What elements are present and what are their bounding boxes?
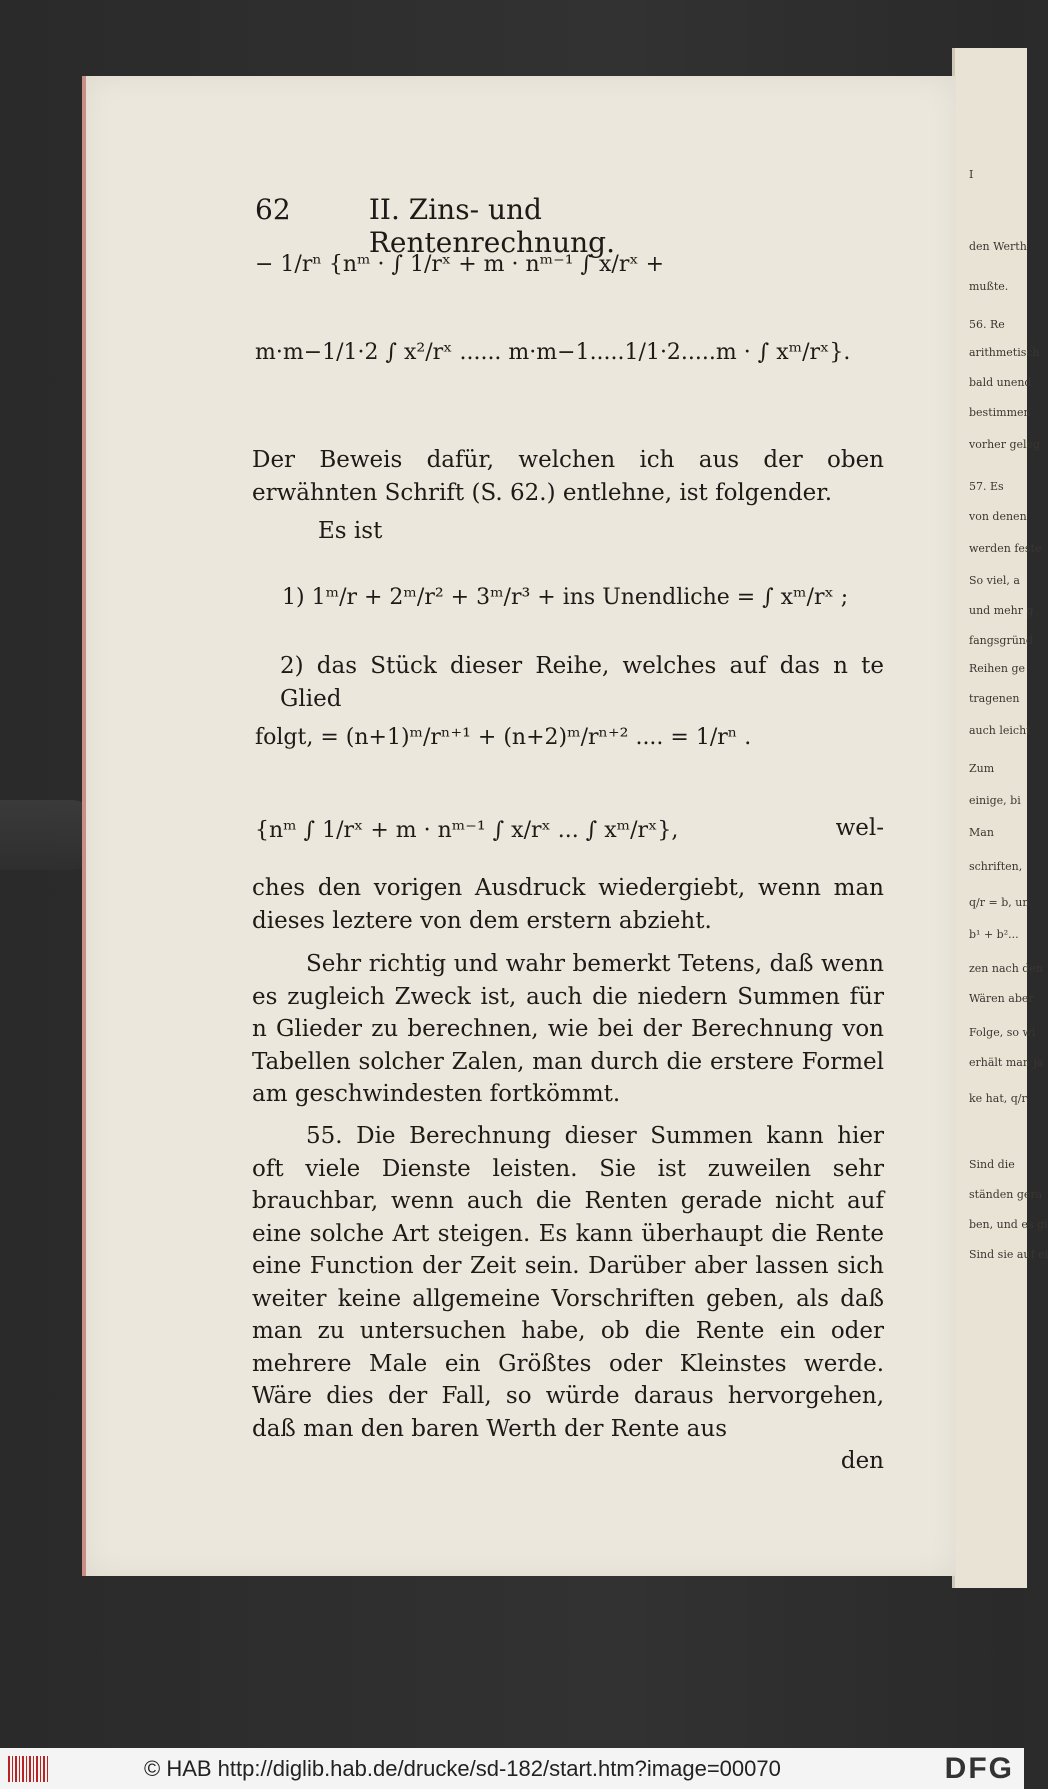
formula-braces: {nᵐ ∫ 1/rˣ + m · nᵐ⁻¹ ∫ x/rˣ ... ∫ xᵐ/rˣ}, [255, 818, 679, 843]
piece-text: 2) das Stück dieser Reihe, welches auf das n te Glied [280, 653, 884, 712]
facing-page-fragment: Zum [969, 762, 995, 775]
formula-series: 1) 1ᵐ/r + 2ᵐ/r² + 3ᵐ/r³ + ins Unendliche = ∫ xᵐ/rˣ ; [282, 585, 849, 610]
facing-page-fragment: 56. Re [969, 318, 1005, 331]
paragraph-tetens [252, 948, 884, 1111]
facing-page-fragment: Reihen ge [969, 662, 1026, 675]
footer-bar [0, 1748, 1024, 1789]
facing-page-fragment: I [969, 168, 974, 181]
footer-credit[interactable]: © HAB http://diglib.hab.de/drucke/sd-182/start.htm?image=00070 [144, 1755, 781, 1781]
facing-page-fragment: zen nach den [969, 962, 1043, 975]
facing-page-fragment: bestimmen [969, 406, 1031, 419]
facing-page-fragment: bald unend [969, 376, 1032, 389]
facing-page-fragment: So viel, a [969, 574, 1020, 587]
facing-page-fragment: b¹ + b²... [969, 928, 1019, 941]
paragraph-ches [252, 872, 884, 937]
tetens-text: Sehr richtig und wahr bemerkt Tetens, daß wenn es zugleich Zweck ist, auch die niedern Summen für n Glieder zu berechnen, wie bei der Berechnung von Tabellen solcher Zalen, man durch die erstere Formel am geschwindesten fortkömmt. [252, 951, 884, 1107]
es-ist-text: Es ist [318, 518, 383, 544]
paragraph-piece [280, 650, 884, 715]
facing-page-fragment: tragenen [969, 692, 1020, 705]
facing-page-fragment: Sind sie auf ei [969, 1248, 1048, 1261]
facing-page-fragment: auch leicht [969, 724, 1031, 737]
facing-page-fragment: mußte. [969, 280, 1009, 293]
wel-text: wel- [835, 815, 884, 841]
formula-line-1: − 1/rⁿ {nᵐ · ∫ 1/rˣ + m · nᵐ⁻¹ ∫ x/rˣ + [255, 252, 665, 277]
facing-page-fragment: schriften, [969, 860, 1023, 873]
facing-page-fragment: einige, bi [969, 794, 1021, 807]
catchword: den [840, 1448, 884, 1474]
facing-page-fragment: Folge, so wi [969, 1026, 1036, 1039]
paragraph-proof-intro [252, 444, 884, 509]
hab-logo-icon [8, 1756, 48, 1782]
proof-intro-text: Der Beweis dafür, welchen ich aus der oben erwähnten Schrift (S. 62.) entlehne, ist folgender. [252, 447, 884, 506]
facing-page-fragment: und mehr g [969, 604, 1034, 617]
facing-page-fragment: Man [969, 826, 994, 839]
facing-page-fragment: 57. Es [969, 480, 1004, 493]
facing-page-fragment: werden feste [969, 542, 1042, 555]
facing-page-fragment: von denen [969, 510, 1027, 523]
ches-text: ches den vorigen Ausdruck wiedergiebt, wenn man dieses leztere von dem erstern abzieht. [252, 875, 884, 934]
facing-page-fragment: q/r = b, un [969, 896, 1030, 909]
facing-page-fragment: ke hat, q/r [969, 1092, 1027, 1105]
facing-page-fragment: den Werth [969, 240, 1027, 253]
facing-page [952, 48, 1048, 1588]
dfg-logo: DFG [944, 1751, 1014, 1785]
running-title: II. Zins- und Rentenrechnung. [368, 193, 615, 259]
es-ist-line [318, 515, 618, 548]
facing-page-fragment: vorher geleg [969, 438, 1041, 451]
facing-page-fragment: fangsgründ [969, 634, 1033, 647]
page-number: 62 [255, 193, 291, 226]
facing-page-fragment: Wären aber [969, 992, 1034, 1005]
facing-page-fragment: ständen gera [969, 1188, 1043, 1201]
page-header [255, 193, 775, 259]
formula-folgt: folgt, = (n+1)ᵐ/rⁿ⁺¹ + (n+2)ᵐ/rⁿ⁺² .... = 1/rⁿ . [255, 725, 752, 750]
facing-page-fragment: arithmetisch [969, 346, 1040, 359]
formula-line-2: m·m−1/1·2 ∫ x²/rˣ ...... m·m−1.....1/1·2.....m · ∫ xᵐ/rˣ}. [255, 340, 851, 365]
section-55-text: 55. Die Berechnung dieser Summen kann hier oft viele Dienste leisten. Sie ist zuweilen sehr brauchbar, wenn auch die Renten gerade nicht auf eine solche Art steigen. Es kann überhaupt die Rente eine Function der Zeit sein. Darüber aber lassen sich weiter keine allgemeine Vorschriften geben, als daß man zu untersuchen habe, ob die Rente ein oder mehrere Male ein Größtes oder Kleinstes werde. Wäre dies der Fall, so würde daraus hervorgehen, daß man den baren Werth der Rente aus [252, 1123, 884, 1442]
wel-fragment [820, 812, 884, 845]
facing-page-fragment: Sind die [969, 1158, 1015, 1171]
paragraph-55 [252, 1120, 884, 1478]
facing-page-fragment: erhält man ja [969, 1056, 1044, 1069]
facing-page-fragment: ben, und es gi [969, 1218, 1048, 1231]
